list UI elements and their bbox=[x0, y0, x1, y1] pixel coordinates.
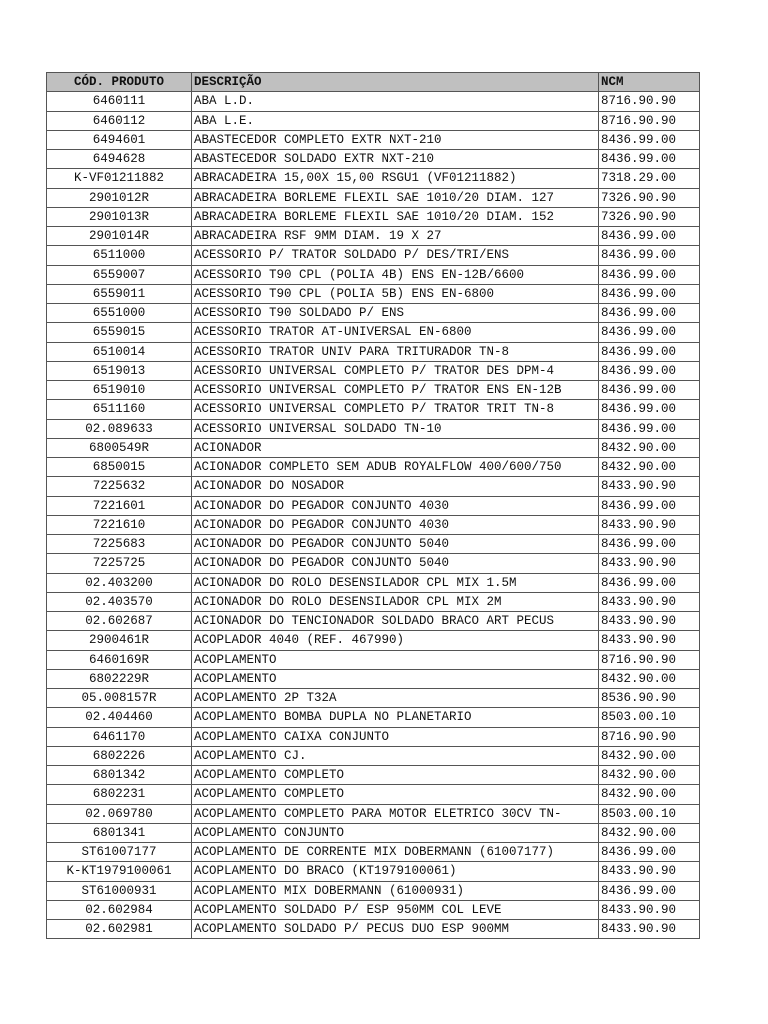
table-row bbox=[47, 130, 700, 149]
cell-product-code: 2900461R bbox=[47, 631, 192, 650]
table-row bbox=[47, 766, 700, 785]
cell-ncm: 8436.99.00 bbox=[599, 265, 700, 284]
cell-ncm: 8432.90.00 bbox=[599, 438, 700, 457]
cell-product-code: 02.404460 bbox=[47, 708, 192, 727]
cell-product-code: 6801342 bbox=[47, 766, 192, 785]
cell-description: ACESSORIO T90 CPL (POLIA 4B) ENS EN-12B/6600 bbox=[192, 265, 599, 284]
cell-ncm: 8436.99.00 bbox=[599, 535, 700, 554]
cell-product-code: 6802226 bbox=[47, 746, 192, 765]
cell-ncm: 8433.90.90 bbox=[599, 554, 700, 573]
cell-description: ACESSORIO T90 CPL (POLIA 5B) ENS EN-6800 bbox=[192, 284, 599, 303]
cell-product-code: 6802229R bbox=[47, 669, 192, 688]
cell-description: ABASTECEDOR COMPLETO EXTR NXT-210 bbox=[192, 130, 599, 149]
cell-product-code: 02.602984 bbox=[47, 900, 192, 919]
table-row bbox=[47, 169, 700, 188]
cell-ncm: 8716.90.90 bbox=[599, 111, 700, 130]
table-row bbox=[47, 419, 700, 438]
cell-product-code: 6494601 bbox=[47, 130, 192, 149]
cell-product-code: 6800549R bbox=[47, 438, 192, 457]
table-row bbox=[47, 323, 700, 342]
table-row bbox=[47, 573, 700, 592]
cell-description: ACESSORIO UNIVERSAL SOLDADO TN-10 bbox=[192, 419, 599, 438]
table-row bbox=[47, 823, 700, 842]
cell-description: ACIONADOR DO TENCIONADOR SOLDADO BRACO ART PECUS bbox=[192, 612, 599, 631]
cell-product-code: 6519010 bbox=[47, 381, 192, 400]
cell-ncm: 7326.90.90 bbox=[599, 207, 700, 226]
cell-product-code: 7221610 bbox=[47, 515, 192, 534]
cell-product-code: 02.403200 bbox=[47, 573, 192, 592]
cell-description: ACIONADOR COMPLETO SEM ADUB ROYALFLOW 400/600/750 bbox=[192, 458, 599, 477]
cell-product-code: 6511160 bbox=[47, 400, 192, 419]
cell-product-code: 6461170 bbox=[47, 727, 192, 746]
cell-ncm: 8536.90.90 bbox=[599, 689, 700, 708]
cell-product-code: ST61007177 bbox=[47, 843, 192, 862]
cell-description: ABRACADEIRA 15,00X 15,00 RSGU1 (VF01211882) bbox=[192, 169, 599, 188]
table-row bbox=[47, 669, 700, 688]
cell-ncm: 8436.99.00 bbox=[599, 284, 700, 303]
cell-description: ACIONADOR DO ROLO DESENSILADOR CPL MIX 2M bbox=[192, 592, 599, 611]
cell-description: ACOPLAMENTO bbox=[192, 669, 599, 688]
cell-product-code: 7221601 bbox=[47, 496, 192, 515]
header-ncm: NCM bbox=[599, 73, 700, 92]
table-row bbox=[47, 881, 700, 900]
table-row bbox=[47, 689, 700, 708]
cell-description: ACIONADOR DO ROLO DESENSILADOR CPL MIX 1.5M bbox=[192, 573, 599, 592]
cell-product-code: 2901012R bbox=[47, 188, 192, 207]
cell-product-code: 6559011 bbox=[47, 284, 192, 303]
table-row bbox=[47, 92, 700, 111]
cell-product-code: 05.008157R bbox=[47, 689, 192, 708]
cell-ncm: 8436.99.00 bbox=[599, 843, 700, 862]
cell-description: ACESSORIO P/ TRATOR SOLDADO P/ DES/TRI/ENS bbox=[192, 246, 599, 265]
cell-ncm: 8436.99.00 bbox=[599, 323, 700, 342]
cell-product-code: 6460169R bbox=[47, 650, 192, 669]
cell-ncm: 8432.90.00 bbox=[599, 823, 700, 842]
cell-description: ACOPLAMENTO 2P T32A bbox=[192, 689, 599, 708]
table-row bbox=[47, 381, 700, 400]
table-row bbox=[47, 477, 700, 496]
table-row bbox=[47, 535, 700, 554]
table-row bbox=[47, 150, 700, 169]
cell-description: ACESSORIO UNIVERSAL COMPLETO P/ TRATOR DES DPM-4 bbox=[192, 361, 599, 380]
table-row bbox=[47, 785, 700, 804]
table-row bbox=[47, 862, 700, 881]
cell-ncm: 8436.99.00 bbox=[599, 130, 700, 149]
cell-ncm: 8436.99.00 bbox=[599, 227, 700, 246]
cell-description: ACIONADOR bbox=[192, 438, 599, 457]
cell-ncm: 8436.99.00 bbox=[599, 573, 700, 592]
cell-description: ABA L.D. bbox=[192, 92, 599, 111]
cell-ncm: 8436.99.00 bbox=[599, 881, 700, 900]
table-row bbox=[47, 515, 700, 534]
cell-product-code: 02.602981 bbox=[47, 920, 192, 939]
cell-product-code: 02.069780 bbox=[47, 804, 192, 823]
cell-product-code: 2901013R bbox=[47, 207, 192, 226]
cell-product-code: 6519013 bbox=[47, 361, 192, 380]
cell-product-code: 6559015 bbox=[47, 323, 192, 342]
cell-description: ABA L.E. bbox=[192, 111, 599, 130]
header-row bbox=[47, 73, 700, 92]
cell-description: ACIONADOR DO PEGADOR CONJUNTO 4030 bbox=[192, 496, 599, 515]
cell-ncm: 8433.90.90 bbox=[599, 862, 700, 881]
cell-description: ACOPLAMENTO CAIXA CONJUNTO bbox=[192, 727, 599, 746]
table-row bbox=[47, 804, 700, 823]
cell-description: ACOPLAMENTO BOMBA DUPLA NO PLANETARIO bbox=[192, 708, 599, 727]
cell-description: ABRACADEIRA BORLEME FLEXIL SAE 1010/20 DIAM. 127 bbox=[192, 188, 599, 207]
cell-description: ACESSORIO UNIVERSAL COMPLETO P/ TRATOR TRIT TN-8 bbox=[192, 400, 599, 419]
cell-description: ACIONADOR DO PEGADOR CONJUNTO 4030 bbox=[192, 515, 599, 534]
table-row bbox=[47, 111, 700, 130]
table-row bbox=[47, 650, 700, 669]
cell-product-code: 6510014 bbox=[47, 342, 192, 361]
table-row bbox=[47, 843, 700, 862]
header-description: DESCRIÇÃO bbox=[192, 73, 599, 92]
table-row bbox=[47, 438, 700, 457]
table-row bbox=[47, 207, 700, 226]
cell-ncm: 8432.90.00 bbox=[599, 785, 700, 804]
cell-product-code: K-VF01211882 bbox=[47, 169, 192, 188]
cell-product-code: 6850015 bbox=[47, 458, 192, 477]
cell-description: ACIONADOR DO PEGADOR CONJUNTO 5040 bbox=[192, 535, 599, 554]
cell-description: ACOPLAMENTO SOLDADO P/ ESP 950MM COL LEVE bbox=[192, 900, 599, 919]
cell-product-code: 6801341 bbox=[47, 823, 192, 842]
cell-product-code: 6802231 bbox=[47, 785, 192, 804]
cell-ncm: 8503.00.10 bbox=[599, 708, 700, 727]
cell-ncm: 8432.90.00 bbox=[599, 766, 700, 785]
cell-ncm: 8436.99.00 bbox=[599, 304, 700, 323]
cell-product-code: 2901014R bbox=[47, 227, 192, 246]
cell-description: ACESSORIO T90 SOLDADO P/ ENS bbox=[192, 304, 599, 323]
table-row bbox=[47, 304, 700, 323]
cell-description: ABRACADEIRA RSF 9MM DIAM. 19 X 27 bbox=[192, 227, 599, 246]
cell-product-code: 6460111 bbox=[47, 92, 192, 111]
table-row bbox=[47, 727, 700, 746]
cell-ncm: 8436.99.00 bbox=[599, 246, 700, 265]
cell-ncm: 8436.99.00 bbox=[599, 419, 700, 438]
cell-product-code: 6511000 bbox=[47, 246, 192, 265]
cell-description: ACIONADOR DO PEGADOR CONJUNTO 5040 bbox=[192, 554, 599, 573]
cell-description: ACOPLAMENTO DO BRACO (KT1979100061) bbox=[192, 862, 599, 881]
cell-product-code: 6494628 bbox=[47, 150, 192, 169]
cell-ncm: 8433.90.90 bbox=[599, 920, 700, 939]
cell-product-code: 7225725 bbox=[47, 554, 192, 573]
table-row bbox=[47, 631, 700, 650]
table-row bbox=[47, 284, 700, 303]
table-row bbox=[47, 708, 700, 727]
cell-product-code: 02.403570 bbox=[47, 592, 192, 611]
table-row bbox=[47, 342, 700, 361]
cell-ncm: 8716.90.90 bbox=[599, 650, 700, 669]
cell-product-code: 6460112 bbox=[47, 111, 192, 130]
table-row bbox=[47, 900, 700, 919]
cell-ncm: 8432.90.00 bbox=[599, 458, 700, 477]
table-header bbox=[47, 73, 700, 92]
cell-ncm: 8436.99.00 bbox=[599, 342, 700, 361]
table-row bbox=[47, 920, 700, 939]
cell-product-code: 02.602687 bbox=[47, 612, 192, 631]
table-row bbox=[47, 246, 700, 265]
cell-ncm: 8436.99.00 bbox=[599, 361, 700, 380]
cell-product-code: 7225683 bbox=[47, 535, 192, 554]
cell-ncm: 8716.90.90 bbox=[599, 727, 700, 746]
cell-description: ACIONADOR DO NOSADOR bbox=[192, 477, 599, 496]
table-row bbox=[47, 265, 700, 284]
table-row bbox=[47, 188, 700, 207]
cell-ncm: 7326.90.90 bbox=[599, 188, 700, 207]
cell-description: ACOPLADOR 4040 (REF. 467990) bbox=[192, 631, 599, 650]
table-row bbox=[47, 227, 700, 246]
cell-ncm: 8716.90.90 bbox=[599, 92, 700, 111]
table-row bbox=[47, 612, 700, 631]
cell-ncm: 8436.99.00 bbox=[599, 400, 700, 419]
cell-description: ABASTECEDOR SOLDADO EXTR NXT-210 bbox=[192, 150, 599, 169]
table-row bbox=[47, 361, 700, 380]
cell-ncm: 8436.99.00 bbox=[599, 150, 700, 169]
cell-description: ABRACADEIRA BORLEME FLEXIL SAE 1010/20 DIAM. 152 bbox=[192, 207, 599, 226]
cell-ncm: 8433.90.90 bbox=[599, 900, 700, 919]
table-row bbox=[47, 458, 700, 477]
cell-description: ACOPLAMENTO COMPLETO bbox=[192, 766, 599, 785]
cell-description: ACOPLAMENTO COMPLETO bbox=[192, 785, 599, 804]
cell-ncm: 8433.90.90 bbox=[599, 477, 700, 496]
table-body bbox=[47, 92, 700, 939]
cell-product-code: 6551000 bbox=[47, 304, 192, 323]
table-row bbox=[47, 746, 700, 765]
cell-ncm: 8436.99.00 bbox=[599, 381, 700, 400]
cell-product-code: K-KT1979100061 bbox=[47, 862, 192, 881]
cell-description: ACESSORIO TRATOR AT-UNIVERSAL EN-6800 bbox=[192, 323, 599, 342]
table-row bbox=[47, 554, 700, 573]
cell-ncm: 8433.90.90 bbox=[599, 515, 700, 534]
header-product-code: CÓD. PRODUTO bbox=[47, 73, 192, 92]
cell-ncm: 8433.90.90 bbox=[599, 612, 700, 631]
cell-product-code: ST61000931 bbox=[47, 881, 192, 900]
cell-ncm: 8503.00.10 bbox=[599, 804, 700, 823]
table-row bbox=[47, 400, 700, 419]
cell-product-code: 7225632 bbox=[47, 477, 192, 496]
cell-ncm: 8433.90.90 bbox=[599, 631, 700, 650]
cell-description: ACOPLAMENTO MIX DOBERMANN (61000931) bbox=[192, 881, 599, 900]
cell-ncm: 8432.90.00 bbox=[599, 669, 700, 688]
cell-product-code: 02.089633 bbox=[47, 419, 192, 438]
cell-description: ACOPLAMENTO DE CORRENTE MIX DOBERMANN (61007177) bbox=[192, 843, 599, 862]
cell-ncm: 8433.90.90 bbox=[599, 592, 700, 611]
cell-description: ACESSORIO TRATOR UNIV PARA TRITURADOR TN-8 bbox=[192, 342, 599, 361]
cell-description: ACOPLAMENTO SOLDADO P/ PECUS DUO ESP 900MM bbox=[192, 920, 599, 939]
cell-ncm: 8432.90.00 bbox=[599, 746, 700, 765]
cell-description: ACOPLAMENTO CJ. bbox=[192, 746, 599, 765]
cell-description: ACESSORIO UNIVERSAL COMPLETO P/ TRATOR ENS EN-12B bbox=[192, 381, 599, 400]
cell-ncm: 8436.99.00 bbox=[599, 496, 700, 515]
cell-ncm: 7318.29.00 bbox=[599, 169, 700, 188]
table-row bbox=[47, 496, 700, 515]
cell-product-code: 6559007 bbox=[47, 265, 192, 284]
cell-description: ACOPLAMENTO bbox=[192, 650, 599, 669]
cell-description: ACOPLAMENTO CONJUNTO bbox=[192, 823, 599, 842]
cell-description: ACOPLAMENTO COMPLETO PARA MOTOR ELETRICO 30CV TN- bbox=[192, 804, 599, 823]
product-table bbox=[46, 72, 700, 939]
table-row bbox=[47, 592, 700, 611]
